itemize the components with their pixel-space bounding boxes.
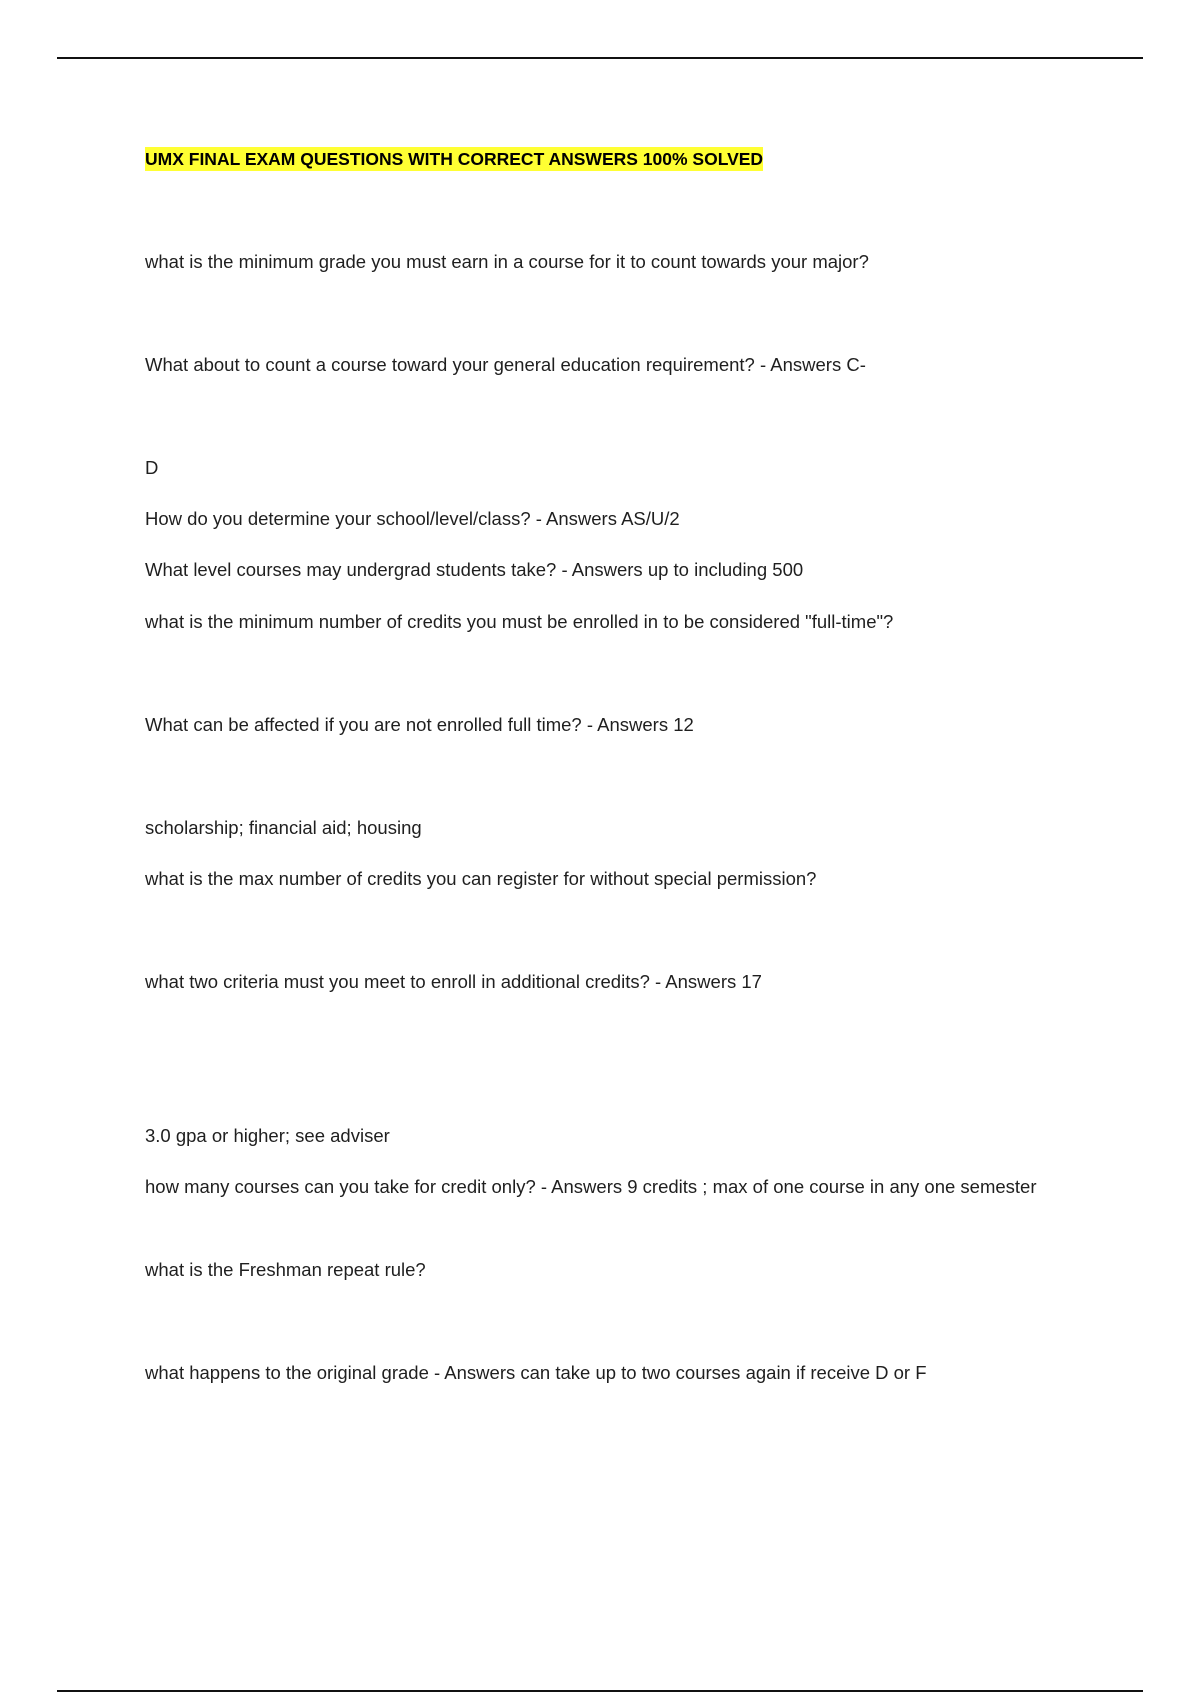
line-3: D <box>145 457 159 478</box>
line-6: what is the minimum number of credits you must be enrolled in to be considered "full-time"? <box>145 611 894 632</box>
title-highlight: UMX FINAL EXAM QUESTIONS WITH CORRECT ANSWERS 100% SOLVED <box>145 149 764 169</box>
line-14: what happens to the original grade - Answers can take up to two courses again if receive D or F <box>145 1362 927 1383</box>
top-rule <box>57 57 1143 59</box>
line-2: What about to count a course toward your general education requirement? - Answers C- <box>145 354 866 375</box>
line-9: what is the max number of credits you can register for without special permission? <box>145 868 817 889</box>
line-12: how many courses can you take for credit only? - Answers 9 credits ; max of one course in any one semester <box>145 1176 1037 1197</box>
line-1: what is the minimum grade you must earn in a course for it to count towards your major? <box>145 251 869 272</box>
bottom-rule <box>57 1690 1143 1692</box>
line-10: what two criteria must you meet to enroll in additional credits? - Answers 17 <box>145 971 762 992</box>
line-13: what is the Freshman repeat rule? <box>145 1259 426 1280</box>
line-4: How do you determine your school/level/class? - Answers AS/U/2 <box>145 508 680 529</box>
document-title <box>145 143 763 175</box>
line-5: What level courses may undergrad students take? - Answers up to including 500 <box>145 559 804 580</box>
line-8: scholarship; financial aid; housing <box>145 817 422 838</box>
line-11: 3.0 gpa or higher; see adviser <box>145 1125 390 1146</box>
line-7: What can be affected if you are not enrolled full time? - Answers 12 <box>145 714 694 735</box>
